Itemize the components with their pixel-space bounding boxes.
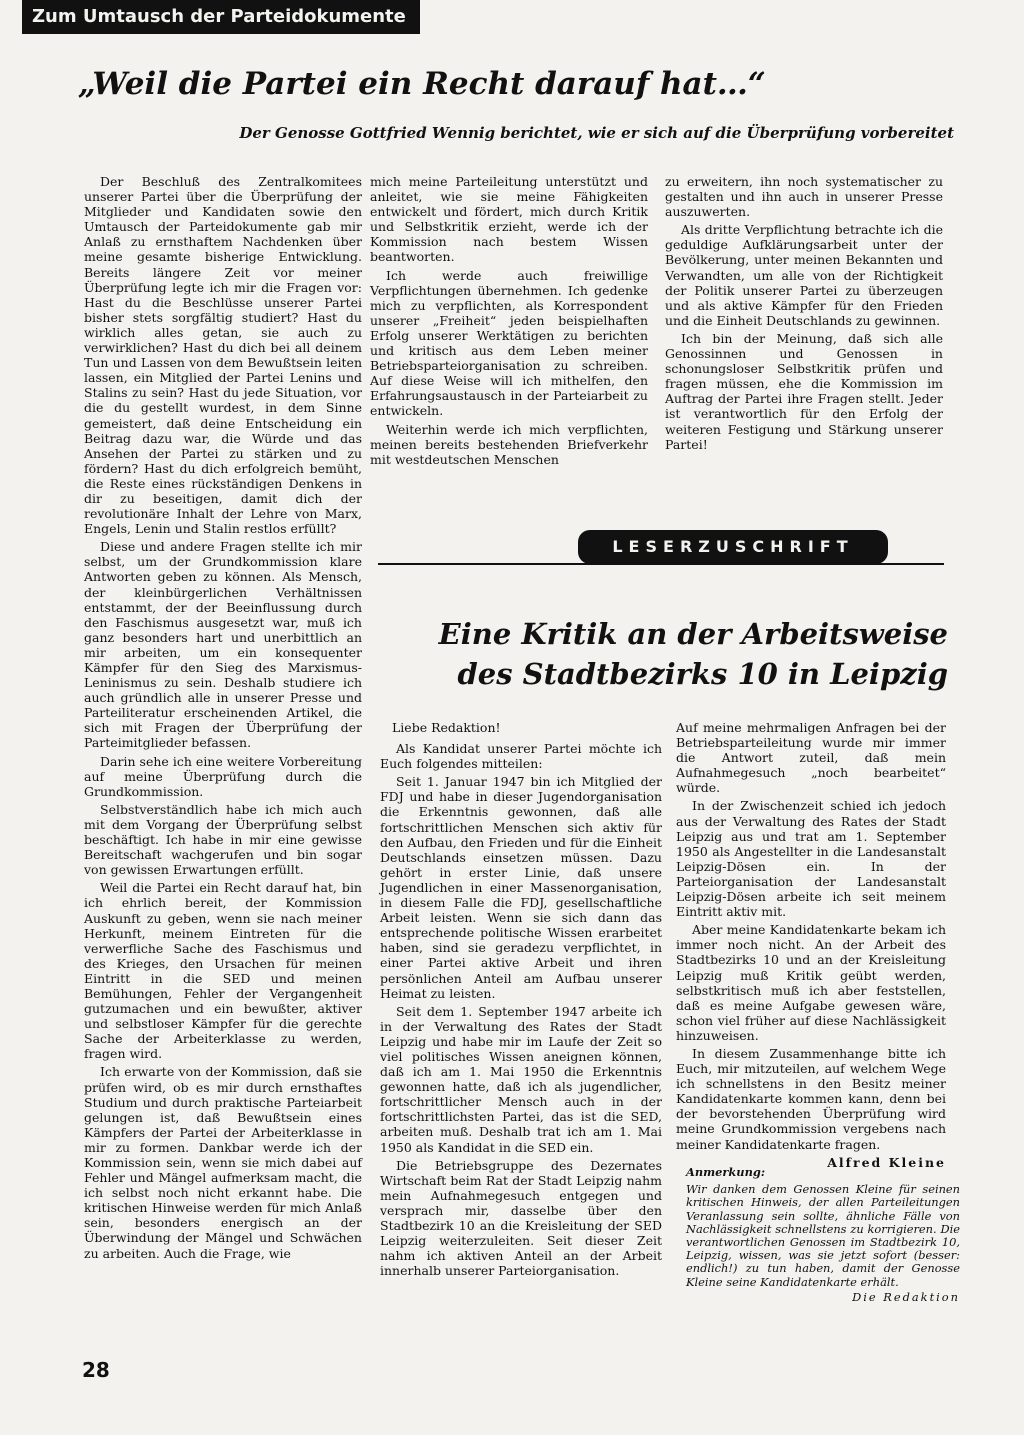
paragraph: Diese und andere Fragen stellte ich mir selbst, um der Grundkommission klare Antworten geben zu können. Als Mensch, der kleinbürgerlichen Verhältnissen entstammt, der der Beeinflussung durch den Faschismus ausgesetzt war, muß ich ganz besonders hart und unerbittlich an mir arbeiten, um ein konsequenter Kämpfer für den Sieg des Marxismus-Leninismus zu sein. Deshalb studiere ich auch gründlich alle in unserer Presse und Parteiliteratur erscheinenden Artikel, die sich mit Fragen der Überprüfung der Parteimitglieder befassen. bbox=[84, 539, 362, 751]
article1-column-2 bbox=[370, 174, 648, 474]
paragraph: Darin sehe ich eine weitere Vorbereitung auf meine Überprüfung durch die Grundkommission. bbox=[84, 753, 362, 799]
paragraph: In der Zwischenzeit schied ich jedoch aus der Verwaltung des Rates der Stadt Leipzig aus und trat am 1. September 1950 als Angestellter in die Landesanstalt Leipzig-Dösen ein. In der Parteiorganisation der Landesanstalt Leipzig-Dösen arbeite ich seit meinem Eintritt aktiv mit. bbox=[676, 798, 946, 920]
paragraph: Der Beschluß des Zentralkomitees unserer Partei über die Überprüfung der Mitglieder und Kandidaten sowie den Umtausch der Parteidokumente gab mir Anlaß zu ernsthaftem Nachdenken über meine gesamte bisherige Entwicklung. Bereits längere Zeit vor meiner Überprüfung legte ich mir die Fragen vor: Hast du die Beschlüsse unserer Partei bisher stets sorgfältig studiert? Hast du wirklich alles getan, sie auch zu verwirklichen? Hast du dich bei all deinem Tun und Lassen von dem Bewußtsein leiten lassen, ein Mitglied der Partei Lenins und Stalins zu sein? Hast du jede Situation, vor die du gestellt wurdest, in dem Sinne gemeistert, daß deine Entscheidung ein Beitrag dazu war, die Würde und das Ansehen der Partei zu stärken und zu fördern? Hast du dich erfolgreich bemüht, die Reste eines rückständigen Denkens in dir zu beseitigen, damit dich der revolutionäre Inhalt der Lehre von Marx, Engels, Lenin und Stalin restlos erfüllt? bbox=[84, 174, 362, 537]
paragraph: Die Betriebsgruppe des Dezernates Wirtschaft beim Rat der Stadt Leipzig nahm mein Aufnahmegesuch entgegen und versprach mir, dasselbe über den Stadtbezirk 10 an die Kreisleitung der SED Leipzig weiterzuleiten. Seit dieser Zeit nahm ich aktiven Anteil an der Arbeit innerhalb unserer Parteiorganisation. bbox=[380, 1157, 662, 1279]
paragraph: Ich erwarte von der Kommission, daß sie prüfen wird, ob es mir durch ernsthaftes Studium und durch praktische Parteiarbeit gelungen ist, daß Bewußtsein eines Kämpfers der Partei der Arbeiterklasse in mir zu formen. Dankbar werde ich der Kommission sein, wenn sie mich dabei auf Fehler und Mängel aufmerksam macht, die ich selbst noch nicht erkannt habe. Die kritischen Hinweise werden für mich Anlaß sein, besonders energisch an der Überwindung der Mängel und Schwächen zu arbeiten. Auch die Frage, wie bbox=[84, 1064, 362, 1261]
paragraph: Auf meine mehrmaligen Anfragen bei der Betriebsparteileitung wurde mir immer die Antwort zuteil, daß mein Aufnahmegesuch „noch bearbeitet“ würde. bbox=[676, 720, 946, 796]
letter-signature: Alfred Kleine bbox=[827, 1154, 946, 1170]
article-subheadline: Der Genosse Gottfried Wennig berichtet, wie er sich auf die Überprüfung vorbereitet bbox=[239, 124, 954, 142]
letter-headline-line-2: des Stadtbezirks 10 in Leipzig bbox=[457, 657, 948, 691]
article-headline: „Weil die Partei ein Recht darauf hat…“ bbox=[78, 66, 766, 102]
paragraph: Ich werde auch freiwillige Verpflichtungen übernehmen. Ich gedenke mich zu verpflichten, als Korrespondent unserer „Freiheit“ jeden beispielhaften Erfolg unserer Werktätigen zu berichten und kritisch aus dem Leben meiner Betriebsparteiorganisation zu schreiben. Auf diese Weise will ich mithelfen, den Erfahrungsaustausch in der Parteiarbeit zu entwickeln. bbox=[370, 267, 648, 419]
paragraph: Seit dem 1. September 1947 arbeite ich in der Verwaltung des Rates der Stadt Leipzig und habe mir im Laufe der Zeit so viel politisches Wissen aneignen können, daß ich am 1. Mai 1950 die Erkenntnis gewonnen hatte, daß ich als jugendlicher, fortschrittlicher Mensch auch in der fortschrittlichsten Partei, das ist die SED, arbeiten muß. Deshalb trat ich am 1. Mai 1950 als Kandidat in die SED ein. bbox=[380, 1003, 662, 1155]
article1-column-3 bbox=[665, 174, 943, 474]
note-signature: Die Redaktion bbox=[852, 1289, 960, 1304]
letter-headline bbox=[400, 614, 948, 694]
paragraph: Als Kandidat unserer Partei möchte ich Euch folgendes mitteilen: bbox=[380, 741, 662, 772]
note-text: Wir danken dem Genossen Kleine für seinen kritischen Hinweis, der allen Parteileitungen Veranlassung sein sollte, ähnliche Fälle von Nachlässigkeit schnellstens zu korrigieren. Die verantwortlichen Genossen im Stadtbezirk 10, Leipzig, wissen, was sie jetzt sofort (besser: endlich!) zu tun haben, damit der Genosse Kleine seine Kandidatenkarte erhält. bbox=[686, 1182, 960, 1289]
paragraph: In diesem Zusammenhange bitte ich Euch, mir mitzuteilen, auf welchem Wege ich schnellstens in den Besitz meiner Kandidatenkarte kommen kann, denn bei der bevorstehenden Überprüfung wird meine Grundkommission vergebens nach meiner Kandidatenkarte fragen. bbox=[676, 1045, 946, 1152]
note-label: Anmerkung: bbox=[686, 1165, 766, 1179]
editorial-note bbox=[676, 1166, 960, 1316]
paragraph: Aber meine Kandidatenkarte bekam ich immer noch nicht. An der Arbeit des Stadtbezirks 10 und an der Kreisleitung Leipzig muß Kritik geübt werden, selbstkritisch muß ich aber feststellen, daß es meine Aufgabe gewesen wäre, schon viel früher auf diese Nachlässigkeit hinzuweisen. bbox=[676, 922, 946, 1043]
section-banner: Zum Umtausch der Parteidokumente bbox=[22, 0, 420, 34]
paragraph: zu erweitern, ihn noch systematischer zu gestalten und ihn auch in unserer Presse auszuwerten. bbox=[665, 174, 943, 220]
paragraph: Selbstverständlich habe ich mich auch mit dem Vorgang der Überprüfung selbst beschäftigt. Ich habe in mir eine gewisse Bereitschaft wachgerufen und bin sogar von gewissen Erwartungen erfüllt. bbox=[84, 801, 362, 878]
letter-column-2 bbox=[676, 720, 946, 1170]
paragraph: Seit 1. Januar 1947 bin ich Mitglied der FDJ und habe in dieser Jugendorganisation die Erkenntnis gewonnen, daß alle fortschrittlichen Menschen sich aktiv für den Aufbau, den Frieden und für die Einheit Deutschlands einsetzen müssen. Dazu gehört in erster Linie, daß unsere Jugendlichen in einer Massenorganisation, in diesem Falle die FDJ, gesellschaftliche Arbeit leisten. Wenn sie sich dann das entsprechende politische Wissen erarbeitet haben, sind sie geradezu verpflichtet, in einer Partei aktive Arbeit und ihren persönlichen Anteil am Aufbau unserer Heimat zu leisten. bbox=[380, 774, 662, 1001]
page-number: 28 bbox=[82, 1358, 110, 1382]
section-label: LESERZUSCHRIFT bbox=[578, 530, 888, 564]
article1-column-1 bbox=[84, 174, 362, 1332]
paragraph: Weil die Partei ein Recht darauf hat, bin ich ehrlich bereit, der Kommission Auskunft zu geben, wenn sie nach meiner Herkunft, meinem Eintreten für die verwerfliche Sache des Faschismus und des Krieges, den Ursachen für meinen Eintritt in die SED und meinen Bemühungen, Fehler der Vergangenheit gutzumachen und ein bewußter, aktiver und selbstloser Kämpfer für die gerechte Sache der Arbeiterklasse zu werden, fragen wird. bbox=[84, 880, 362, 1062]
salutation: Liebe Redaktion! bbox=[392, 720, 501, 735]
paragraph: Weiterhin werde ich mich verpflichten, meinen bereits bestehenden Briefverkehr mit westdeutschen Menschen bbox=[370, 421, 648, 467]
paragraph: mich meine Parteileitung unterstützt und anleitet, wie sie meine Fähigkeiten entwickelt und fördert, mich durch Kritik und Selbstkritik erzieht, werde ich der Kommission nach bestem Wissen beantworten. bbox=[370, 174, 648, 265]
paragraph: Als dritte Verpflichtung betrachte ich die geduldige Aufklärungsarbeit unter der Bevölkerung, unter meinen Bekannten und Verwandten, um alle von der Richtigkeit der Politik unserer Partei zu überzeugen und als aktive Kämpfer für den Frieden und die Einheit Deutschlands zu gewinnen. bbox=[665, 222, 943, 328]
letter-column-1 bbox=[380, 720, 662, 1320]
letter-headline-line-1: Eine Kritik an der Arbeitsweise bbox=[438, 617, 948, 651]
paragraph: Ich bin der Meinung, daß sich alle Genossinnen und Genossen in schonungsloser Selbstkritik prüfen und fragen müssen, ehe die Kommission im Auftrag der Partei ihre Fragen stellt. Jeder ist verantwortlich für den Erfolg der weiteren Festigung und Stärkung unserer Partei! bbox=[665, 330, 943, 452]
